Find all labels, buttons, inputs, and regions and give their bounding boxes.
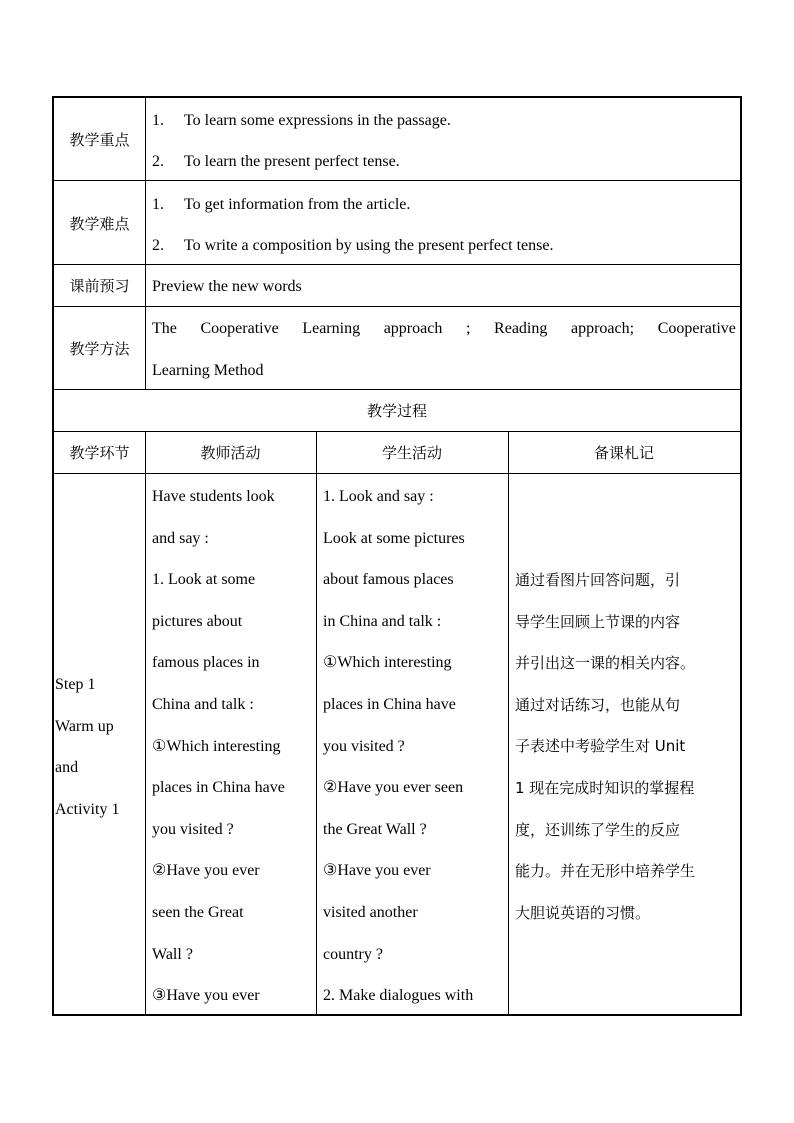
difficulty-item: 1. To get information from the article. [152, 196, 411, 213]
difficulty-item: 2. To write a composition by using the present perfect tense. [152, 237, 554, 254]
student-line: you visited ? [323, 737, 405, 755]
student-line: ①Which interesting [323, 654, 452, 672]
stage-line: and [55, 759, 79, 776]
column-divider [145, 98, 146, 389]
key-point-item: 1. To learn some expressions in the passage. [152, 112, 451, 129]
header-student: 学生活动 [381, 444, 442, 462]
process-title: 教学过程 [366, 402, 427, 420]
key-points-label: 教学重点 [69, 131, 130, 149]
student-line: in China and talk : [323, 612, 442, 630]
methods-line: Learning Method [152, 362, 264, 379]
row-divider [54, 306, 740, 307]
notes-line: 子表述中考验学生对 Unit [515, 737, 686, 756]
student-line: ②Have you ever seen [323, 779, 464, 797]
stage-line: Activity 1 [55, 800, 120, 818]
preview-text: Preview the new words [152, 278, 302, 295]
lesson-plan-table [52, 96, 742, 1016]
teacher-line: China and talk : [152, 696, 254, 713]
column-divider [316, 431, 317, 1016]
row-divider [54, 431, 740, 432]
student-line: places in China have [323, 696, 456, 713]
column-divider [145, 431, 146, 1016]
teacher-line: ③Have you ever [152, 987, 260, 1005]
notes-line: 能力。并在无形中培养学生 [515, 862, 696, 881]
row-divider [54, 473, 740, 474]
notes-line: 1 现在完成时知识的掌握程 [515, 779, 695, 797]
notes-line: 通过对话练习，也能从句 [515, 695, 681, 714]
student-line: ③Have you ever [323, 862, 431, 880]
student-line: 2. Make dialogues with [323, 987, 474, 1005]
preview-label: 课前预习 [69, 277, 130, 295]
student-line: Look at some pictures [323, 529, 465, 547]
notes-line: 通过看图片回答问题，引 [515, 571, 681, 589]
stage-line: Warm up [55, 717, 114, 735]
difficulties-label: 教学难点 [69, 215, 130, 233]
key-point-item: 2. To learn the present perfect tense. [152, 153, 400, 170]
teacher-line: pictures about [152, 612, 243, 630]
methods-line: The Cooperative Learning approach ; Reading approach; Cooperative [152, 320, 736, 337]
student-line: visited another [323, 904, 418, 921]
student-line: 1. Look and say : [323, 488, 434, 505]
notes-line: 并引出这一课的相关内容。 [515, 654, 696, 673]
teacher-line: seen the Great [152, 904, 244, 921]
row-divider [54, 389, 740, 390]
teacher-line: ①Which interesting [152, 737, 281, 755]
student-line: about famous places [323, 571, 454, 589]
header-teacher: 教师活动 [200, 444, 261, 462]
teacher-line: ②Have you ever [152, 862, 260, 880]
notes-line: 度，还训练了学生的反应 [515, 820, 681, 839]
teacher-line: famous places in [152, 654, 260, 672]
notes-line: 大胆说英语的习惯。 [515, 903, 651, 922]
row-divider [54, 264, 740, 265]
row-divider [54, 180, 740, 181]
teacher-line: places in China have [152, 779, 285, 797]
column-divider [508, 431, 509, 1016]
methods-label: 教学方法 [69, 340, 130, 358]
stage-line: Step 1 [55, 676, 96, 693]
notes-line: 导学生回顾上节课的内容 [515, 612, 681, 631]
teacher-line: and say : [152, 529, 209, 547]
teacher-line: 1. Look at some [152, 571, 256, 589]
header-notes: 备课札记 [593, 444, 654, 462]
teacher-line: you visited ? [152, 820, 234, 838]
header-stage: 教学环节 [69, 444, 130, 462]
teacher-line: Have students look [152, 488, 275, 505]
student-line: country ? [323, 945, 383, 963]
student-line: the Great Wall ? [323, 820, 427, 838]
teacher-line: Wall ? [152, 945, 193, 963]
